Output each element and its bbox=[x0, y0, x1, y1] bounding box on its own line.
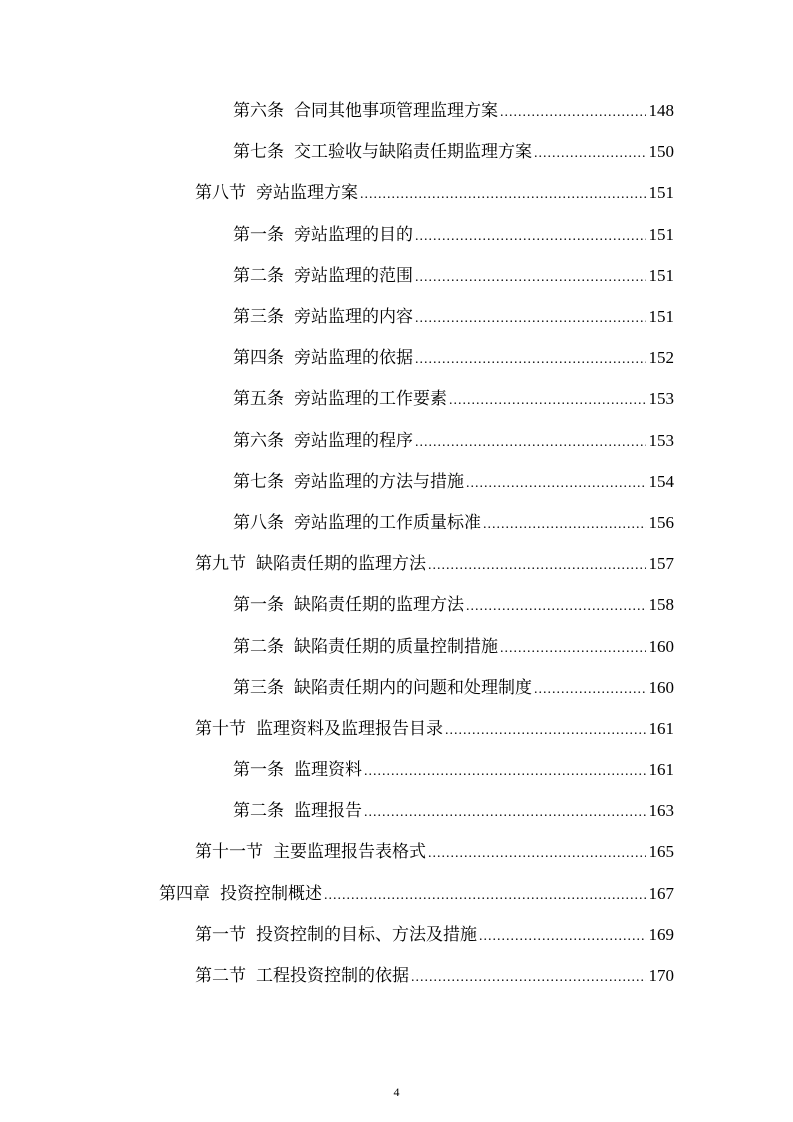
toc-entry-page: 148 bbox=[648, 101, 674, 121]
toc-entry-title: 工程投资控制的依据 bbox=[256, 966, 409, 986]
toc-entry-number: 第七条 bbox=[233, 142, 284, 162]
toc-entry[interactable] bbox=[0, 541, 793, 582]
toc-entry-number: 第一条 bbox=[233, 224, 284, 244]
toc-dot-leader bbox=[360, 187, 646, 203]
toc-entry-number: 第十节 bbox=[195, 718, 246, 738]
toc-entry-page: 151 bbox=[648, 265, 674, 285]
toc-entry-title: 旁站监理的目的 bbox=[294, 224, 413, 244]
toc-entry[interactable] bbox=[0, 747, 793, 788]
toc-dot-leader bbox=[534, 146, 646, 162]
toc-entry[interactable] bbox=[0, 953, 793, 994]
toc-entry-number: 第七条 bbox=[233, 471, 284, 491]
toc-entry-page: 161 bbox=[648, 718, 674, 738]
toc-dot-leader bbox=[445, 723, 646, 739]
toc-dot-leader bbox=[415, 435, 646, 451]
toc-dot-leader bbox=[534, 682, 646, 698]
toc-entry-page: 153 bbox=[648, 389, 674, 409]
toc-entry-page: 150 bbox=[648, 142, 674, 162]
toc-entry-page: 165 bbox=[648, 842, 674, 862]
toc-entry-number: 第四章 bbox=[159, 883, 210, 903]
toc-entry-number: 第二条 bbox=[233, 801, 284, 821]
toc-dot-leader bbox=[364, 764, 646, 780]
toc-entry-title: 缺陷责任期内的问题和处理制度 bbox=[294, 677, 532, 697]
toc-dot-leader bbox=[415, 229, 646, 245]
toc-entry-number: 第二条 bbox=[233, 636, 284, 656]
toc-entry-title: 合同其他事项管理监理方案 bbox=[294, 101, 498, 121]
toc-entry-number: 第四条 bbox=[233, 348, 284, 368]
toc-dot-leader bbox=[415, 270, 646, 286]
footer-page-number: 4 bbox=[393, 1085, 400, 1099]
toc-entry-title: 旁站监理的工作要素 bbox=[294, 389, 447, 409]
toc-entry[interactable] bbox=[0, 788, 793, 829]
toc-dot-leader bbox=[415, 352, 646, 368]
toc-entry[interactable] bbox=[0, 418, 793, 459]
toc-entry[interactable] bbox=[0, 253, 793, 294]
toc-entry-number: 第一条 bbox=[233, 595, 284, 615]
toc-dot-leader bbox=[483, 517, 646, 533]
toc-entry-title: 旁站监理的程序 bbox=[294, 430, 413, 450]
toc-entry[interactable] bbox=[0, 912, 793, 953]
toc-entry-title: 旁站监理的方法与措施 bbox=[294, 471, 464, 491]
toc-entry[interactable] bbox=[0, 212, 793, 253]
toc-entry-title: 主要监理报告表格式 bbox=[273, 842, 426, 862]
toc-entry-number: 第二节 bbox=[195, 966, 246, 986]
toc-entry-number: 第一节 bbox=[195, 924, 246, 944]
toc-entry-number: 第六条 bbox=[233, 430, 284, 450]
toc-entry-number: 第五条 bbox=[233, 389, 284, 409]
toc-entry-page: 151 bbox=[648, 307, 674, 327]
toc-entry[interactable] bbox=[0, 623, 793, 664]
toc-dot-leader bbox=[428, 846, 646, 862]
toc-entry-number: 第八条 bbox=[233, 512, 284, 532]
toc-entry-page: 170 bbox=[648, 966, 674, 986]
toc-entry-page: 158 bbox=[648, 595, 674, 615]
table-of-contents bbox=[0, 88, 793, 994]
toc-entry-title: 缺陷责任期的监理方法 bbox=[294, 595, 464, 615]
toc-entry-title: 旁站监理方案 bbox=[256, 183, 358, 203]
toc-entry[interactable] bbox=[0, 500, 793, 541]
toc-entry-page: 160 bbox=[648, 636, 674, 656]
toc-entry-page: 163 bbox=[648, 801, 674, 821]
toc-entry-title: 交工验收与缺陷责任期监理方案 bbox=[294, 142, 532, 162]
toc-entry[interactable] bbox=[0, 335, 793, 376]
toc-entry-page: 153 bbox=[648, 430, 674, 450]
toc-entry[interactable] bbox=[0, 706, 793, 747]
toc-entry-title: 监理资料及监理报告目录 bbox=[256, 718, 443, 738]
toc-dot-leader bbox=[428, 558, 646, 574]
toc-entry-page: 160 bbox=[648, 677, 674, 697]
toc-dot-leader bbox=[415, 311, 646, 327]
toc-entry-number: 第九节 bbox=[195, 554, 246, 574]
toc-entry-page: 156 bbox=[648, 512, 674, 532]
toc-dot-leader bbox=[500, 105, 646, 121]
toc-entry[interactable] bbox=[0, 459, 793, 500]
toc-dot-leader bbox=[466, 476, 646, 492]
toc-entry-title: 投资控制概述 bbox=[220, 883, 322, 903]
toc-entry-title: 旁站监理的范围 bbox=[294, 265, 413, 285]
toc-entry-page: 152 bbox=[648, 348, 674, 368]
toc-entry-title: 投资控制的目标、方法及措施 bbox=[256, 924, 477, 944]
toc-entry[interactable] bbox=[0, 129, 793, 170]
toc-entry[interactable] bbox=[0, 829, 793, 870]
toc-entry-page: 167 bbox=[648, 883, 674, 903]
toc-entry-page: 169 bbox=[648, 924, 674, 944]
toc-dot-leader bbox=[449, 393, 646, 409]
toc-entry[interactable] bbox=[0, 170, 793, 211]
toc-entry-number: 第二条 bbox=[233, 265, 284, 285]
toc-entry[interactable] bbox=[0, 871, 793, 912]
toc-entry-page: 154 bbox=[648, 471, 674, 491]
toc-entry[interactable] bbox=[0, 88, 793, 129]
toc-entry-title: 监理报告 bbox=[294, 801, 362, 821]
toc-entry-page: 151 bbox=[648, 183, 674, 203]
toc-dot-leader bbox=[411, 970, 646, 986]
toc-entry-title: 旁站监理的依据 bbox=[294, 348, 413, 368]
toc-entry-title: 旁站监理的工作质量标准 bbox=[294, 512, 481, 532]
toc-entry[interactable] bbox=[0, 582, 793, 623]
toc-entry-title: 缺陷责任期的质量控制措施 bbox=[294, 636, 498, 656]
toc-entry[interactable] bbox=[0, 376, 793, 417]
toc-entry-number: 第八节 bbox=[195, 183, 246, 203]
toc-dot-leader bbox=[466, 599, 646, 615]
toc-entry-title: 监理资料 bbox=[294, 760, 362, 780]
toc-dot-leader bbox=[324, 888, 646, 904]
toc-entry-page: 151 bbox=[648, 224, 674, 244]
toc-entry-number: 第十一节 bbox=[195, 842, 263, 862]
toc-entry[interactable] bbox=[0, 294, 793, 335]
toc-entry-title: 缺陷责任期的监理方法 bbox=[256, 554, 426, 574]
toc-entry-page: 161 bbox=[648, 760, 674, 780]
toc-dot-leader bbox=[500, 641, 646, 657]
toc-entry-number: 第三条 bbox=[233, 307, 284, 327]
toc-entry-title: 旁站监理的内容 bbox=[294, 307, 413, 327]
toc-dot-leader bbox=[364, 805, 646, 821]
toc-entry-number: 第三条 bbox=[233, 677, 284, 697]
toc-entry-number: 第六条 bbox=[233, 101, 284, 121]
toc-entry[interactable] bbox=[0, 665, 793, 706]
toc-entry-number: 第一条 bbox=[233, 760, 284, 780]
toc-dot-leader bbox=[479, 929, 646, 945]
toc-entry-page: 157 bbox=[648, 554, 674, 574]
